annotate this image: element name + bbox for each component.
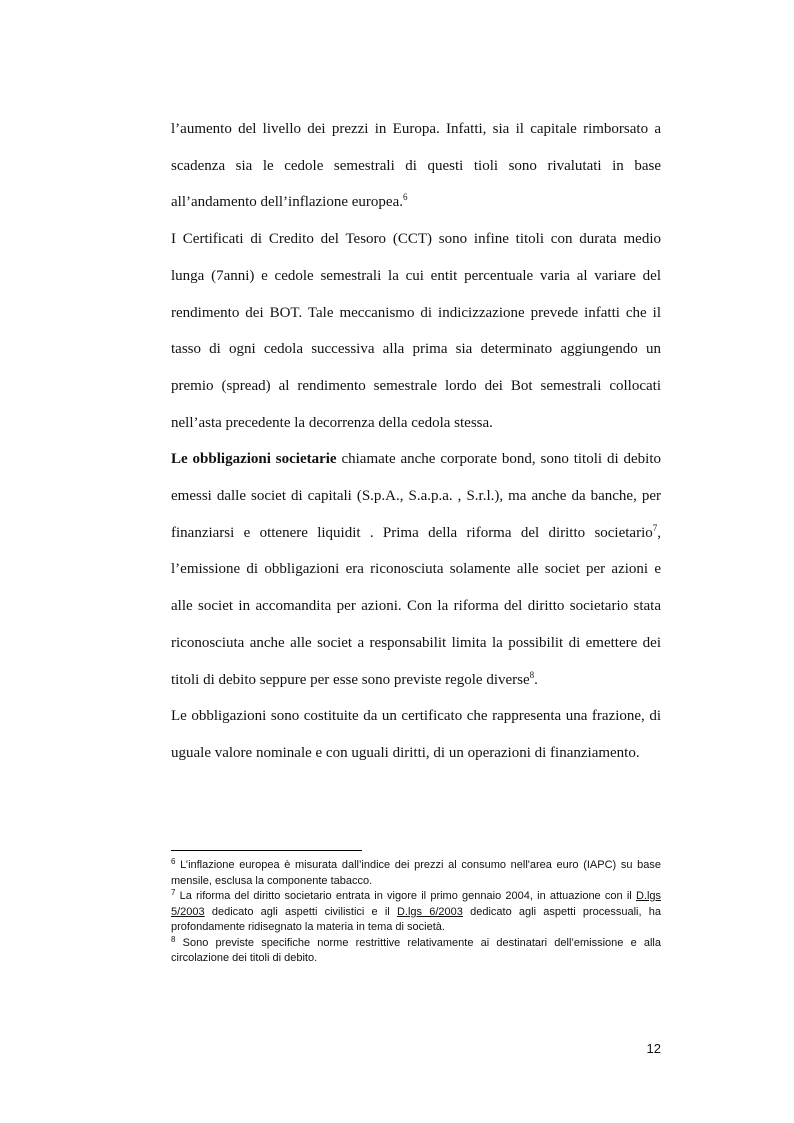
link-dlgs-5-2003[interactable]: D.lgs 5/2003 [171,890,661,918]
footnote-ref-7[interactable]: 7 [652,522,658,533]
footnote-ref-6[interactable]: 6 [402,192,408,203]
page-number: 12 [646,1041,661,1056]
paragraph-corporate-bonds: Le obbligazioni societarie chiamate anche corporate bond, sono titoli di debito emessi dalle societ di capitali (S.p.A., S.a.p.a. , S.r.l.), ma anche da banche, per finanziarsi e ottenere liquidit . Prima della riforma del diritto societario$^7$, l’emissione di obbligazioni era riconosciuta solamente alle societ per azioni e alle societ in accomandita per azioni. Con la riforma del diritto societario stata riconosciuta anche alle societ a responsabilit limita la possibilit di emettere dei titoli di debito seppure per esse sono previste regole diverse$^8$. [171,451,661,688]
footnote-8: $^8$ Sono previste specifiche norme restrittive relativamente ai destinatari dell’emissione e alla circolazione dei titoli di debito. [171,934,661,964]
footnote-7: $^7$ La riforma del diritto societario entrata in vigore il primo gennaio 2004, in attuazione con il D.lgs 5/2003 dedicato agli aspetti civilistici e il D.lgs 6/2003 dedicato agli aspetti processuali, ha profondamente ridisegnato la materia in tema di società. [171,888,661,933]
footnotes [171,858,661,967]
footnote-separator [171,850,362,851]
footnote-6: $^6$ L’inflazione europea è misurata dall’indice dei prezzi al consumo nell'area euro (IAPC) su base mensile, esclusa la componente tabacco. [171,857,661,887]
paragraph-inflation-linked: l’aumento del livello dei prezzi in Europa. Infatti, sia il capitale rimborsato a scadenza sia le cedole semestrali di questi tioli sono rivalutati in base all’andamento dell’inflazione europea.$^6$ [171,121,661,211]
bold-term: Le obbligazioni societarie [171,451,337,468]
paragraph-cct: I Certificati di Credito del Tesoro (CCT) sono infine titoli con durata medio lunga (7anni) e cedole semestrali la cui entit percentuale varia al variare del rendimento dei BOT. Tale meccanismo di indicizzazione prevede infatti che il tasso di ogni cedola successiva alla prima sia determinato aggiungendo un premio (spread) al rendimento semestrale lordo dei Bot semestrali collocati nell’asta precedente la decorrenza della cedola stessa. [171,231,661,431]
body-text [171,111,661,772]
footnote-ref-8[interactable]: 8 [529,669,535,680]
link-dlgs-6-2003[interactable]: D.lgs 6/2003 [396,905,463,918]
paragraph-certificate: Le obbligazioni sono costituite da un certificato che rappresenta una frazione, di uguale valore nominale e con uguali diritti, di un operazioni di finanziamento. [171,708,661,761]
